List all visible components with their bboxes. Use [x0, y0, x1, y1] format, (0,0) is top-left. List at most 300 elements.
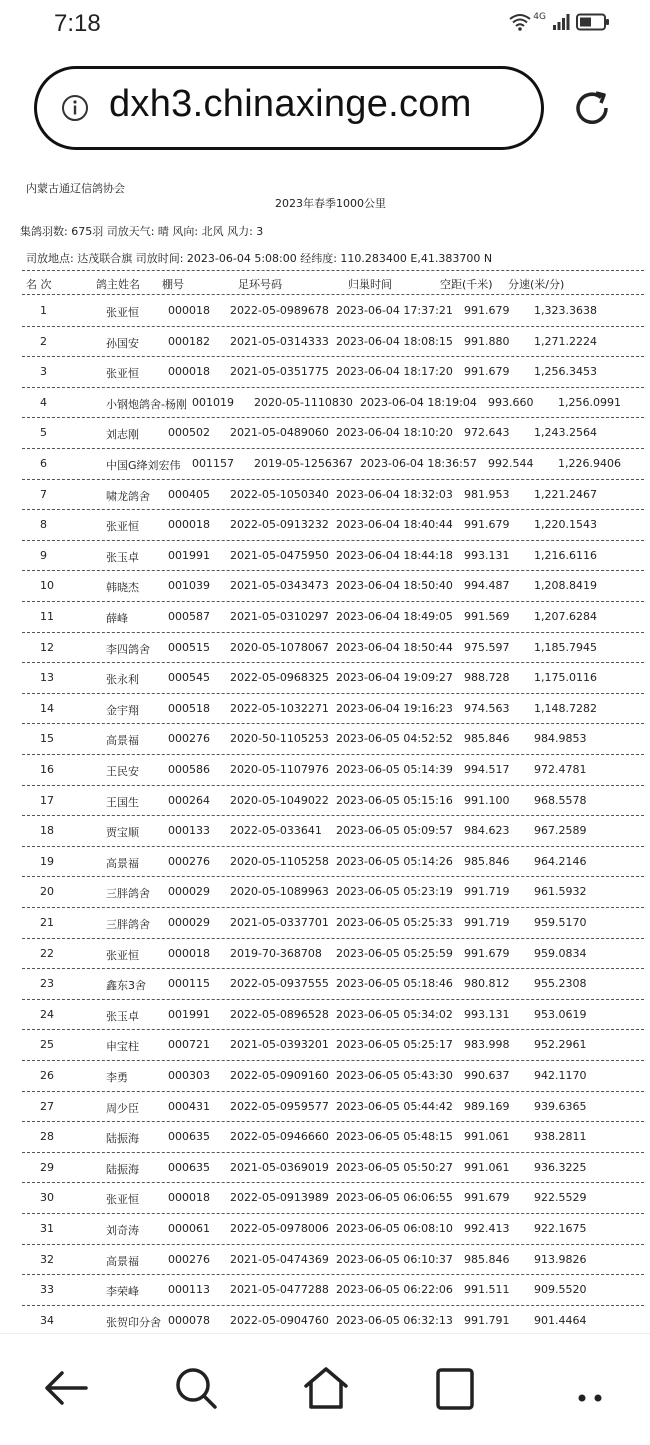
cell-rank: 28: [40, 1130, 54, 1144]
cell-distance: 988.728: [464, 671, 510, 685]
cell-ring: 2020-05-1089963: [230, 885, 329, 899]
cell-rank: 18: [40, 824, 54, 838]
cell-owner: 薛峰: [106, 612, 128, 625]
cell-owner: 三胖鸽舍: [106, 887, 150, 901]
cell-loft: 000303: [168, 1069, 210, 1082]
table-row: [0, 969, 650, 999]
cell-speed: 1,256.3453: [534, 365, 597, 379]
battery-icon: [576, 13, 610, 31]
cell-arrival: 2023-06-04 19:09:27: [336, 671, 453, 685]
cell-arrival: 2023-06-05 05:15:16: [336, 793, 453, 807]
cell-distance: 991.679: [464, 304, 510, 317]
cell-rank: 10: [40, 579, 54, 593]
cell-rank: 23: [40, 977, 54, 991]
cell-ring: 2022-05-0904760: [230, 1313, 329, 1327]
table-row: [0, 1061, 650, 1091]
status-icons: [509, 13, 610, 31]
cell-speed: 984.9853: [534, 732, 587, 746]
cell-distance: 991.511: [464, 1283, 510, 1297]
cell-rank: 13: [40, 671, 54, 685]
table-row: [0, 755, 650, 785]
cell-speed: 972.4781: [534, 763, 587, 776]
cell-arrival: 2023-06-04 18:50:40: [336, 579, 453, 593]
cell-ring: 2020-50-1105253: [230, 732, 329, 746]
cell-arrival: 2023-06-05 05:48:15: [336, 1130, 453, 1144]
cell-ring: 2022-05-0909160: [230, 1069, 329, 1082]
url-bar[interactable]: [34, 66, 544, 150]
cell-ring: 2021-05-0489060: [230, 426, 329, 440]
cell-rank: 29: [40, 1160, 54, 1174]
signal-icon: [552, 13, 570, 31]
cell-rank: 33: [40, 1283, 54, 1297]
cell-ring: 2021-05-0477288: [230, 1283, 329, 1297]
cell-distance: 972.643: [464, 426, 510, 440]
cell-ring: 2020-05-1110830: [254, 395, 353, 409]
table-row: [0, 1214, 650, 1244]
cell-loft: 000586: [168, 763, 210, 776]
cell-distance: 974.563: [464, 701, 510, 715]
cell-arrival: 2023-06-05 05:14:39: [336, 763, 453, 776]
cell-owner: 中国G绛刘宏伟: [106, 459, 181, 472]
cell-rank: 7: [40, 487, 47, 501]
table-row: [0, 480, 650, 510]
cell-owner: 李四鸽舍: [106, 642, 150, 656]
cell-ring: 2021-05-0310297: [230, 610, 329, 623]
cell-arrival: 2023-06-05 05:09:57: [336, 824, 453, 838]
cell-owner: 韩晓杰: [106, 581, 139, 595]
cell-distance: 993.131: [464, 1007, 510, 1021]
cell-distance: 991.061: [464, 1160, 510, 1174]
network-label: 4G: [533, 12, 546, 22]
reload-icon[interactable]: [570, 86, 614, 130]
header-speed: 分速(米/分): [508, 278, 565, 291]
table-row: [0, 1306, 650, 1333]
url-text[interactable]: dxh3.chinaxinge.com: [109, 83, 472, 125]
cell-distance: 994.517: [464, 763, 510, 776]
table-row: [0, 510, 650, 540]
cell-rank: 6: [40, 457, 47, 470]
cell-rank: 21: [40, 916, 54, 929]
cell-speed: 901.4464: [534, 1313, 587, 1327]
cell-ring: 2022-05-0913989: [230, 1191, 329, 1205]
cell-loft: 000029: [168, 916, 210, 929]
cell-loft: 000061: [168, 1222, 210, 1235]
cell-distance: 994.487: [464, 579, 510, 593]
cell-rank: 15: [40, 732, 54, 746]
cell-distance: 985.846: [464, 1252, 510, 1266]
cell-rank: 20: [40, 885, 54, 899]
cell-loft: 000078: [168, 1313, 210, 1327]
cell-speed: 1,271.2224: [534, 334, 597, 348]
cell-loft: 000276: [168, 1252, 210, 1266]
cell-distance: 985.846: [464, 732, 510, 746]
cell-loft: 001157: [192, 457, 234, 470]
cell-distance: 975.597: [464, 640, 510, 654]
header-distance: 空距(千米): [440, 278, 493, 291]
more-icon[interactable]: [576, 1364, 608, 1412]
org-name: 内蒙古通辽信鸽协会: [26, 182, 125, 195]
cell-owner: 王民安: [106, 765, 139, 778]
cell-arrival: 2023-06-05 05:25:33: [336, 916, 453, 929]
cell-arrival: 2023-06-04 18:44:18: [336, 548, 453, 562]
cell-ring: 2022-05-0946660: [230, 1130, 329, 1144]
table-row: [0, 1153, 650, 1183]
cell-distance: 983.998: [464, 1038, 510, 1052]
cell-loft: 000518: [168, 701, 210, 715]
cell-arrival: 2023-06-04 18:36:57: [360, 457, 477, 470]
cell-rank: 19: [40, 854, 54, 868]
cell-loft: 000115: [168, 977, 210, 991]
table-row: [0, 571, 650, 601]
cell-ring: 2019-70-368708: [230, 946, 322, 960]
cell-owner: 张亚恒: [106, 1193, 139, 1207]
cell-ring: 2020-05-1049022: [230, 793, 329, 807]
meta-line-1: 集鸽羽数: 675羽 司放天气: 晴 风向: 北风 风力: 3: [20, 225, 264, 238]
cell-arrival: 2023-06-05 06:32:13: [336, 1313, 453, 1327]
cell-owner: 王国生: [106, 795, 139, 809]
cell-distance: 993.660: [488, 395, 534, 409]
cell-arrival: 2023-06-05 04:52:52: [336, 732, 453, 746]
cell-speed: 936.3225: [534, 1160, 587, 1174]
cell-distance: 991.679: [464, 365, 510, 379]
cell-rank: 9: [40, 548, 47, 562]
cell-ring: 2020-05-1105258: [230, 854, 329, 868]
race-title: 2023年春季1000公里: [275, 197, 386, 210]
table-row: [0, 877, 650, 907]
cell-loft: 001991: [168, 548, 210, 562]
cell-speed: 1,220.1543: [534, 518, 597, 532]
cell-ring: 2021-05-0314333: [230, 334, 329, 348]
cell-ring: 2021-05-0393201: [230, 1038, 329, 1052]
table-row: [0, 327, 650, 357]
cell-owner: 高景福: [106, 856, 139, 870]
cell-distance: 993.131: [464, 548, 510, 562]
cell-rank: 2: [40, 334, 47, 348]
cell-speed: 1,216.6116: [534, 548, 597, 562]
table-row: [0, 786, 650, 816]
table-row: [0, 296, 650, 326]
table-row: [0, 602, 650, 632]
cell-ring: 2021-05-0474369: [230, 1252, 329, 1266]
table-row: [0, 847, 650, 877]
cell-speed: 938.2811: [534, 1130, 587, 1144]
table-row: [0, 724, 650, 754]
cell-speed: 922.1675: [534, 1222, 587, 1235]
cell-owner: 张玉卓: [106, 550, 139, 564]
cell-owner: 三胖鸽舍: [106, 918, 150, 931]
cell-owner: 陆振海: [106, 1132, 139, 1146]
cell-owner: 贾宝顺: [106, 826, 139, 840]
cell-owner: 鑫东3舍: [106, 979, 146, 993]
cell-ring: 2022-05-1050340: [230, 487, 329, 501]
table-row: [0, 1000, 650, 1030]
meta-line-2: 司放地点: 达茂联合旗 司放时间: 2023-06-04 5:08:00 经纬度: 110.283400 E,41.383700 N: [26, 252, 493, 265]
cell-speed: 968.5578: [534, 793, 587, 807]
cell-arrival: 2023-06-05 05:50:27: [336, 1160, 453, 1174]
cell-ring: 2022-05-0968325: [230, 671, 329, 685]
cell-speed: 1,323.3638: [534, 304, 597, 317]
cell-speed: 952.2961: [534, 1038, 587, 1052]
cell-arrival: 2023-06-04 19:16:23: [336, 701, 453, 715]
cell-loft: 000264: [168, 793, 210, 807]
cell-loft: 000113: [168, 1283, 210, 1297]
status-time: 7:18: [54, 10, 101, 37]
table-row: [0, 1122, 650, 1152]
cell-rank: 32: [40, 1252, 54, 1266]
home-icon[interactable]: [302, 1364, 350, 1412]
cell-owner: 孙国安: [106, 336, 139, 350]
cell-speed: 959.5170: [534, 916, 587, 929]
cell-owner: 申宝柱: [106, 1040, 139, 1054]
cell-rank: 4: [40, 395, 47, 409]
cell-rank: 14: [40, 701, 54, 715]
cell-rank: 31: [40, 1222, 54, 1235]
cell-owner: 张贺印分舍: [106, 1315, 161, 1329]
divider: [22, 294, 644, 295]
table-row: [0, 633, 650, 663]
header-arrival: 归巢时间: [348, 278, 392, 291]
cell-ring: 2022-05-0978006: [230, 1222, 329, 1235]
cell-arrival: 2023-06-05 05:44:42: [336, 1099, 453, 1113]
cell-ring: 2022-05-0959577: [230, 1099, 329, 1113]
cell-loft: 000018: [168, 304, 210, 317]
cell-ring: 2021-05-0475950: [230, 548, 329, 562]
cell-owner: 张亚恒: [106, 948, 139, 962]
cell-owner: 刘志刚: [106, 428, 139, 442]
header-loft: 棚号: [162, 278, 184, 291]
cell-distance: 991.061: [464, 1130, 510, 1144]
cell-ring: 2021-05-0343473: [230, 579, 329, 593]
cell-loft: 000502: [168, 426, 210, 440]
navigation-bar: [0, 1333, 650, 1445]
cell-owner: 李勇: [106, 1071, 128, 1084]
cell-rank: 17: [40, 793, 54, 807]
tabs-icon[interactable]: [434, 1364, 478, 1412]
cell-owner: 张永利: [106, 673, 139, 687]
table-row: [0, 939, 650, 969]
cell-loft: 000721: [168, 1038, 210, 1052]
cell-rank: 16: [40, 763, 54, 776]
cell-owner: 啸龙鸽舍: [106, 489, 150, 503]
cell-speed: 922.5529: [534, 1191, 587, 1205]
cell-owner: 小钢炮鸽舍-杨刚: [106, 397, 187, 411]
cell-distance: 985.846: [464, 854, 510, 868]
cell-distance: 991.679: [464, 946, 510, 960]
cell-arrival: 2023-06-04 18:17:20: [336, 365, 453, 379]
cell-arrival: 2023-06-05 05:25:59: [336, 946, 453, 960]
cell-owner: 金宇翔: [106, 703, 139, 717]
cell-distance: 984.623: [464, 824, 510, 838]
wifi-icon: [509, 13, 531, 31]
table-row: [0, 1030, 650, 1060]
cell-ring: 2019-05-1256367: [254, 457, 353, 470]
cell-rank: 24: [40, 1007, 54, 1021]
cell-ring: 2022-05-0896528: [230, 1007, 329, 1021]
cell-loft: 000635: [168, 1130, 210, 1144]
table-row: [0, 1275, 650, 1305]
cell-loft: 000276: [168, 732, 210, 746]
cell-rank: 12: [40, 640, 54, 654]
cell-rank: 3: [40, 365, 47, 379]
cell-distance: 990.637: [464, 1069, 510, 1082]
cell-arrival: 2023-06-04 18:08:15: [336, 334, 453, 348]
cell-distance: 991.719: [464, 885, 510, 899]
cell-distance: 989.169: [464, 1099, 510, 1113]
table-row: [0, 694, 650, 724]
table-row: [0, 418, 650, 448]
cell-loft: 001019: [192, 395, 234, 409]
cell-speed: 955.2308: [534, 977, 587, 991]
cell-ring: 2022-05-033641: [230, 824, 322, 838]
cell-speed: 964.2146: [534, 854, 587, 868]
table-row: [0, 541, 650, 571]
cell-ring: 2021-05-0369019: [230, 1160, 329, 1174]
cell-speed: 1,256.0991: [558, 395, 621, 409]
cell-loft: 000182: [168, 334, 210, 348]
info-icon[interactable]: [61, 94, 89, 122]
table-row: [0, 1245, 650, 1275]
cell-ring: 2022-05-0937555: [230, 977, 329, 991]
cell-speed: 1,185.7945: [534, 640, 597, 654]
cell-speed: 959.0834: [534, 946, 587, 960]
cell-arrival: 2023-06-04 18:50:44: [336, 640, 453, 654]
cell-speed: 1,175.0116: [534, 671, 597, 685]
table-row: [0, 816, 650, 846]
cell-ring: 2021-05-0337701: [230, 916, 329, 929]
results-document: [0, 168, 650, 1333]
cell-arrival: 2023-06-04 17:37:21: [336, 304, 453, 317]
cell-loft: 000018: [168, 365, 210, 379]
cell-ring: 2022-05-0913232: [230, 518, 329, 532]
cell-rank: 22: [40, 946, 54, 960]
cell-arrival: 2023-06-04 18:49:05: [336, 610, 453, 623]
cell-rank: 34: [40, 1313, 54, 1327]
cell-arrival: 2023-06-05 06:10:37: [336, 1252, 453, 1266]
cell-loft: 000029: [168, 885, 210, 899]
cell-owner: 高景福: [106, 734, 139, 748]
cell-rank: 25: [40, 1038, 54, 1052]
table-row: [0, 449, 650, 479]
cell-speed: 1,207.6284: [534, 610, 597, 623]
cell-speed: 909.5520: [534, 1283, 587, 1297]
cell-loft: 000587: [168, 610, 210, 623]
cell-owner: 张玉卓: [106, 1009, 139, 1023]
cell-speed: 1,221.2467: [534, 487, 597, 501]
cell-speed: 961.5932: [534, 885, 587, 899]
search-icon[interactable]: [172, 1364, 220, 1412]
cell-arrival: 2023-06-05 05:14:26: [336, 854, 453, 868]
cell-rank: 11: [40, 610, 54, 623]
cell-loft: 000405: [168, 487, 210, 501]
cell-loft: 001039: [168, 579, 210, 593]
cell-loft: 000018: [168, 518, 210, 532]
cell-rank: 8: [40, 518, 47, 532]
cell-arrival: 2023-06-05 06:06:55: [336, 1191, 453, 1205]
cell-distance: 980.812: [464, 977, 510, 991]
cell-distance: 992.413: [464, 1222, 510, 1235]
cell-loft: 000515: [168, 640, 210, 654]
cell-owner: 李荣峰: [106, 1285, 139, 1299]
cell-arrival: 2023-06-05 05:25:17: [336, 1038, 453, 1052]
cell-rank: 27: [40, 1099, 54, 1113]
cell-arrival: 2023-06-05 05:18:46: [336, 977, 453, 991]
cell-speed: 1,148.7282: [534, 701, 597, 715]
cell-loft: 000545: [168, 671, 210, 685]
cell-arrival: 2023-06-05 06:08:10: [336, 1222, 453, 1235]
back-arrow-icon[interactable]: [42, 1364, 90, 1412]
cell-loft: 000018: [168, 1191, 210, 1205]
cell-speed: 953.0619: [534, 1007, 587, 1021]
cell-loft: 000276: [168, 854, 210, 868]
cell-distance: 991.880: [464, 334, 510, 348]
cell-ring: 2022-05-1032271: [230, 701, 329, 715]
cell-speed: 1,226.9406: [558, 457, 621, 470]
header-owner: 鸽主姓名: [96, 278, 140, 291]
cell-speed: 967.2589: [534, 824, 587, 838]
cell-owner: 刘奇涛: [106, 1224, 139, 1237]
cell-speed: 1,208.8419: [534, 579, 597, 593]
cell-distance: 991.719: [464, 916, 510, 929]
cell-arrival: 2023-06-04 18:10:20: [336, 426, 453, 440]
status-bar: [0, 0, 650, 52]
cell-loft: 000018: [168, 946, 210, 960]
cell-arrival: 2023-06-05 06:22:06: [336, 1283, 453, 1297]
header-rank: 名 次: [26, 278, 52, 291]
header-ring: 足环号码: [238, 278, 282, 291]
cell-distance: 991.100: [464, 793, 510, 807]
table-row: [0, 1092, 650, 1122]
cell-ring: 2021-05-0351775: [230, 365, 329, 379]
cell-distance: 991.791: [464, 1313, 510, 1327]
cell-distance: 981.953: [464, 487, 510, 501]
cell-distance: 991.679: [464, 518, 510, 532]
cell-owner: 张亚恒: [106, 306, 139, 319]
cell-loft: 000635: [168, 1160, 210, 1174]
cell-arrival: 2023-06-05 05:23:19: [336, 885, 453, 899]
table-row: [0, 357, 650, 387]
cell-owner: 高景福: [106, 1254, 139, 1268]
cell-arrival: 2023-06-04 18:19:04: [360, 395, 477, 409]
table-row: [0, 663, 650, 693]
cell-speed: 1,243.2564: [534, 426, 597, 440]
cell-arrival: 2023-06-04 18:40:44: [336, 518, 453, 532]
cell-rank: 5: [40, 426, 47, 440]
cell-speed: 913.9826: [534, 1252, 587, 1266]
cell-owner: 张亚恒: [106, 367, 139, 381]
cell-owner: 张亚恒: [106, 520, 139, 534]
cell-speed: 939.6365: [534, 1099, 587, 1113]
cell-loft: 000431: [168, 1099, 210, 1113]
cell-distance: 991.679: [464, 1191, 510, 1205]
cell-speed: 942.1170: [534, 1069, 587, 1082]
cell-owner: 周少臣: [106, 1101, 139, 1115]
cell-loft: 001991: [168, 1007, 210, 1021]
table-row: [0, 1183, 650, 1213]
cell-arrival: 2023-06-05 05:43:30: [336, 1069, 453, 1082]
cell-arrival: 2023-06-04 18:32:03: [336, 487, 453, 501]
cell-ring: 2020-05-1078067: [230, 640, 329, 654]
table-row: [0, 388, 650, 418]
cell-rank: 26: [40, 1069, 54, 1082]
table-row: [0, 908, 650, 938]
cell-rank: 1: [40, 304, 47, 317]
cell-rank: 30: [40, 1191, 54, 1205]
cell-ring: 2022-05-0989678: [230, 304, 329, 317]
cell-distance: 991.569: [464, 610, 510, 623]
cell-owner: 陆振海: [106, 1162, 139, 1176]
cell-ring: 2020-05-1107976: [230, 763, 329, 776]
cell-distance: 992.544: [488, 457, 534, 470]
